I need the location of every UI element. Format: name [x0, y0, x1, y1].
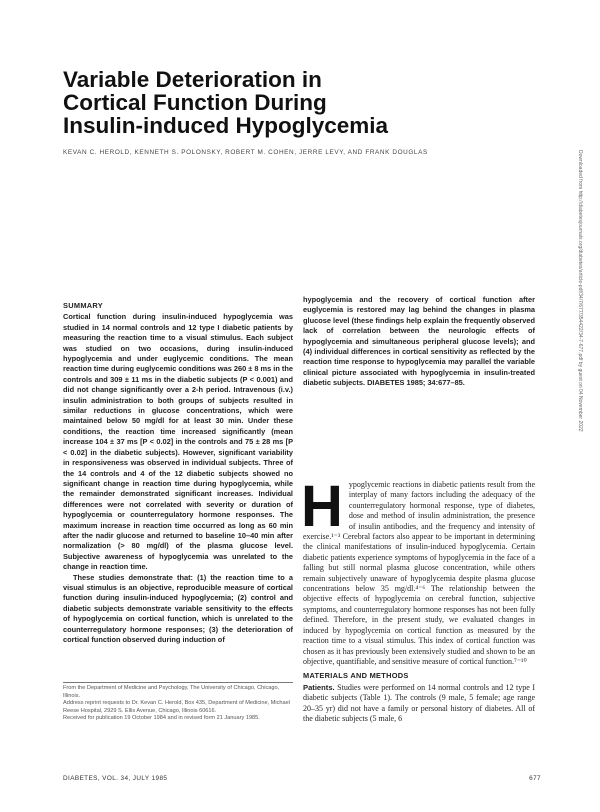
footnote-divider — [63, 682, 293, 683]
intro-paragraph: ypoglycemic reactions in diabetic patients result from the interplay of many factors including the adequacy of the counterregulatory hormonal response, type of diabetes, dose and method of insulin administration, the presence of insulin antibodies, and the frequency and intensity of exercise.¹⁻³ Cerebral factors also appear to be important in determining the clinical manifestations of insulin-induced hypoglycemia. Certain diabetic patients experience symptoms of hypoglycemia in the face of a falling but still normal plasma glucose concentration, while others remain subjectively unaware of hypoglycemia despite plasma glucose concentrations below 35 mg/dl.⁴⁻⁶ The relationship between the objective effects of hypoglycemia on cerebral function, subjective symptoms, and counterregulatory hormone responses has not been fully defined. Therefore, in the present study, we evaluated changes in induced by hypoglycemia on cortical function as measured by the reaction time to a visual stimulus. This index of cortical function was chosen as it has previously been extensively studied and shown to be an objective, quantifiable, and sensitive measure of cortical function.⁷⁻¹⁰ — [303, 480, 535, 666]
footnote: From the Department of Medicine and Psychology, The University of Chicago, Chicago, Illinois. — [63, 685, 280, 699]
introduction-column — [301, 474, 535, 724]
summary-heading: SUMMARY — [63, 301, 104, 310]
methods-section — [303, 671, 535, 724]
title-line: Cortical Function During — [63, 90, 327, 115]
page-footer — [63, 775, 541, 785]
summary-paragraph: hypoglycemia and the recovery of cortical function after euglycemia is restored may lag behind the changes in plasma glucose level (these findings help explain the frequently observed lack of correlation between the neurologic effects of hypoglycemia and simultaneous peripheral glucose levels); and (4) individual differences in cortical sensitivity as reflected by the reaction time response to hypoglycemia may parallel the variable clinical picture associated with hypoglycemia in insulin-treated diabetic subjects. DIABETES 1985; 34:677–85. — [303, 295, 535, 388]
title-line: Variable Deterioration in — [63, 67, 322, 92]
article-title — [63, 68, 483, 137]
patients-subheading: Patients. — [303, 682, 335, 692]
page-number: 677 — [529, 775, 541, 782]
summary-paragraph: These studies demonstrate that: (1) the reaction time to a visual stimulus is an objective, reproducible measure of cortical function during insulin-induced hypoglycemia; (2) control and diabetic subjects demonstrate variable sensitivity to the effects of hypoglycemia on cortical function, which is unrelated to the counterregulatory hormone responses; (3) the deterioration of cortical function observed during induction of — [63, 572, 293, 644]
drop-cap: H — [301, 474, 343, 539]
methods-heading: MATERIALS AND METHODS — [303, 671, 409, 681]
download-note — [575, 150, 585, 650]
summary-paragraph: Cortical function during insulin-induced hypoglycemia was studied in 14 normal controls and 12 type I diabetic patients by measuring the reaction time to a visual stimulus. Each subject was studied on two occasions, during insulin-induced hypoglycemia and under euglycemic conditions. The mean reaction time during euglycemic conditions was 260 ± 8 ms in the controls and 309 ± 11 ms in the diabetic subjects (P < 0.001) and did not change significantly over a 2-h period. Intravenous (i.v.) insulin administration to both groups of subjects resulted in similar reductions in glucose concentrations, which were maintained below 50 mg/dl for at least 30 min. Under these conditions, the reaction time increased significantly (mean increase 104 ± 37 ms [P < 0.02] in the controls and 75 ± 28 ms [P < 0.02] in the diabetic subjects). However, significant variability in responsiveness was observed in individual subjects. Three of the 14 controls and 4 of the 12 diabetic subjects showed no significant change in reaction time during hypoglycemia, while the remainder demonstrated significant increases. Individual differences were not correlated with severity or duration of hypoglycemia or counterregulatory hormone responses. The maximum increase in reaction time occurred as long as 60 min after the nadir glucose and returned to baseline 10–40 min after normalization (> 80 mg/dl) of the plasma glucose level. Subjective awareness of hypoglycemia was unrelated to the change in reaction time. — [63, 312, 293, 572]
methods-text: Studies were performed on 14 normal controls and 12 type I diabetic subjects (Table 1). The controls (9 male, 5 female; age range 20–35 yr) did not have a family or personal history of diabetes. All of the diabetic subjects (5 male, 6 — [303, 682, 535, 723]
summary-column — [63, 301, 293, 645]
title-line: Insulin-induced Hypoglycemia — [63, 113, 389, 138]
footnote: Received for publication 19 October 1984 and in revised form 21 January 1985. — [63, 715, 260, 722]
author-list: KEVAN C. HEROLD, KENNETH S. POLONSKY, ROBERT M. COHEN, JERRE LEVY, AND FRANK DOUGLAS — [63, 149, 428, 156]
footnotes — [63, 682, 295, 723]
journal-citation: DIABETES, VOL. 34, JULY 1985 — [63, 775, 168, 782]
summary-continuation — [303, 295, 535, 389]
methods-paragraph — [303, 683, 535, 725]
footnote: Address reprint requests to Dr. Kevan C. Herold, Box 435, Department of Medicine, Michael Reese Hospital, 2929 S. Ellis Avenue, Chicago, Illinois 60616. — [63, 700, 290, 714]
download-note-text: Downloaded from http://diabetesjournals.org/diabetes/article-pdf/34/7/677/354422/34-7-677.pdf by guest on 04 November 2022 — [577, 150, 583, 432]
